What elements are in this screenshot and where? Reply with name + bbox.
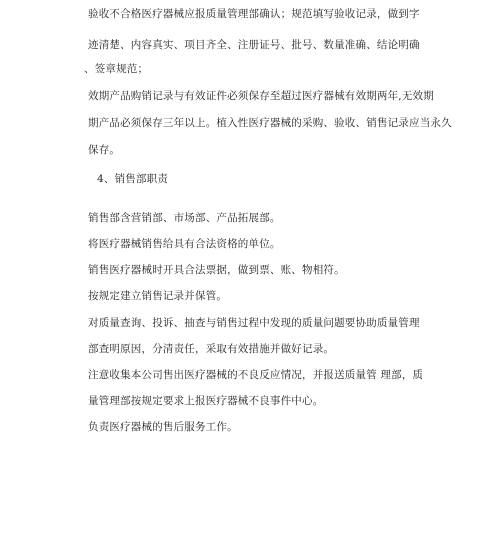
text-line: 将医疗器械销售给具有合法资格的单位。 xyxy=(88,238,281,250)
text-line: 量管理部按规定要求上报医疗器械不良事件中心。 xyxy=(88,395,324,407)
text-line: 按规定建立销售记录并保管。 xyxy=(88,290,228,302)
text-line: 注意收集本公司售出医疗器械的不良反应情况，并报送质量管 理部，质 xyxy=(88,369,424,381)
text-line: 、签章规范； xyxy=(84,63,149,75)
text-line: 负责医疗器械的售后服务工作。 xyxy=(88,421,238,433)
text-line: 迹清楚、内容真实、项目齐全、注册证号、批号、数量准确、结论明确 xyxy=(88,39,420,51)
text-line: 销售部含营销部、市场部、产品拓展部。 xyxy=(88,212,281,224)
text-line: 部查明原因，分清责任，采取有效措施并做好记录。 xyxy=(88,343,335,355)
text-line: 对质量查询、投诉、抽查与销售过程中发现的质量问题要协助质量管理 xyxy=(88,317,420,329)
text-line: 期产品必须保存三年以上。植入性医疗器械的采购、验收、销售记录应当永久 xyxy=(88,117,452,129)
text-line: 验收不合格医疗器械应报质量管理部确认；规范填写验收记录，做到字 xyxy=(88,8,420,20)
text-line: 销售医疗器械时开具合法票据，做到票、账、物相符。 xyxy=(88,264,345,276)
text-line: 保存。 xyxy=(88,144,121,156)
text-line: 效期产品购销记录与有效证件必须保存至超过医疗器械有效期两年,无效期 xyxy=(88,90,434,102)
section-heading: 4、销售部职责 xyxy=(97,173,169,185)
